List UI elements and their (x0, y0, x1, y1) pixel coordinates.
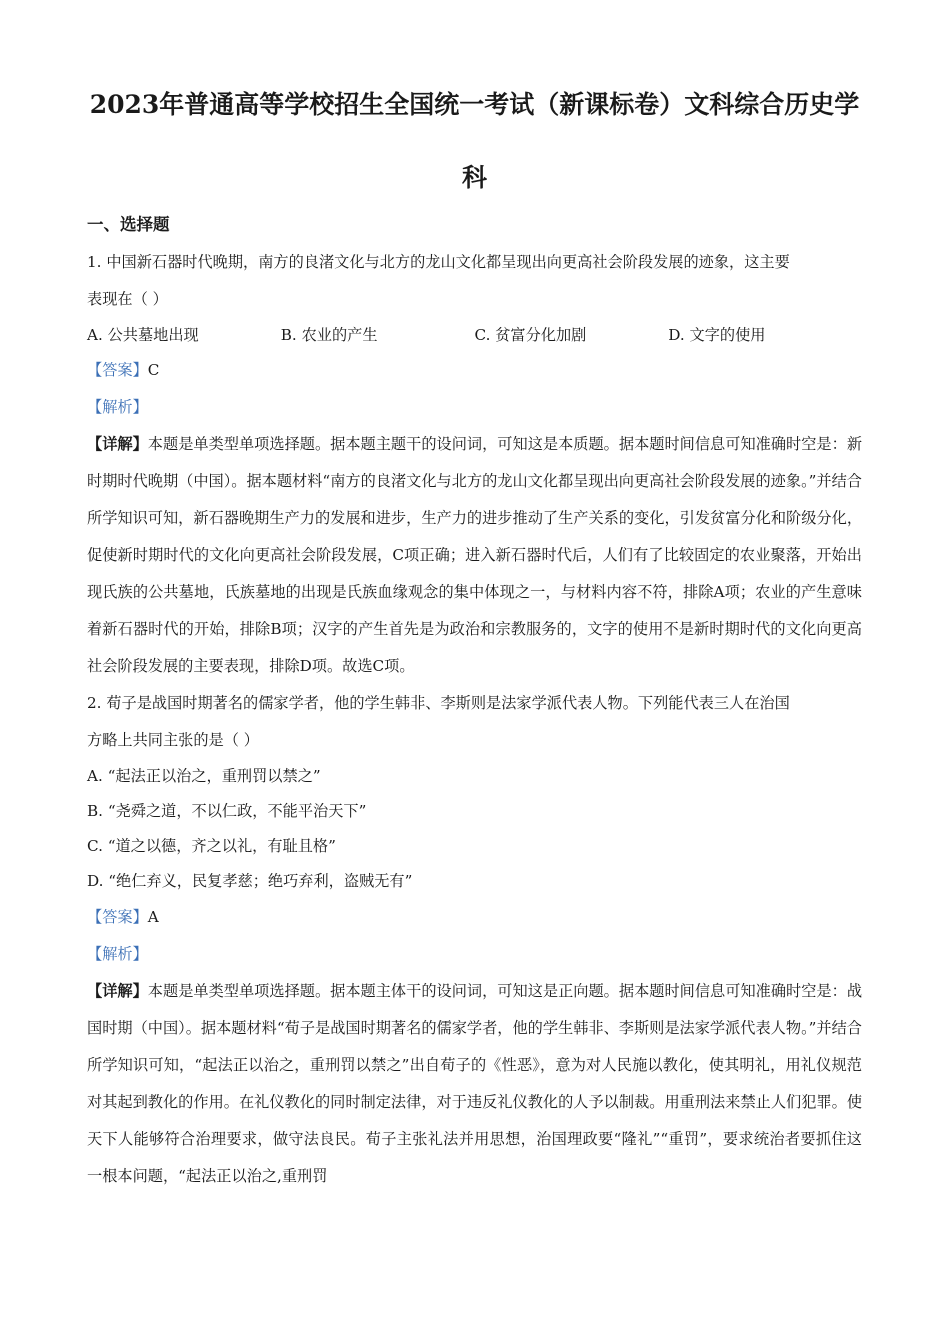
detail-label: 【详解】 (87, 435, 148, 453)
question-1-option-a: A. 公共墓地出现 (87, 326, 199, 344)
question-2-analysis (87, 936, 862, 973)
detail-text: 本题是单类型单项选择题。据本题主题干的设问词，可知这是本质题。据本题时间信息可知准确时空是：新时期时代晚期（中国）。据本题材料“南方的良渚文化与北方的龙山文化都呈现出向更高社会阶段发展的迹象。”并结合所学知识可知，新石器晚期生产力的发展和进步，生产力的进步推动了生产关系的变化，引发贫富分化和阶级分化，促使新时期时代的文化向更高社会阶段发展，C项正确；进入新石器时代后，人们有了比较固定的农业聚落，开始出现氏族的公共墓地，氏族墓地的出现是氏族血缘观念的集中体现之一，与材料内容不符，排除A项；农业的产生意味着新石器时代的开始，排除B项；汉字的产生首先是为政治和宗教服务的，文字的使用不是新时期时代的文化向更高社会阶段发展的主要表现，排除D项。故选C项。 (87, 435, 863, 675)
detail-text: 本题是单类型单项选择题。据本题主体干的设问词，可知这是正向题。据本题时间信息可知准确时空是：战国时期（中国）。据本题材料“荀子是战国时期著名的儒家学者，他的学生韩非、李斯则是法家学派代表人物。”并结合所学知识可知，“起法正以治之，重刑罚以禁之”出自荀子的《性恶》，意为对人民施以教化，使其明礼，用礼仪规范对其起到教化的作用。在礼仪教化的同时制定法律，对于违反礼仪教化的人予以制裁。用重刑法来禁止人们犯罪。使天下人能够符合治理要求，做守法良民。荀子主张礼法并用思想，治国理政要“隆礼”“重罚”，要求统治者要抓住这一根本问题，“起法正以治之,重刑罚 (87, 982, 863, 1185)
question-1-analysis (87, 389, 862, 426)
question-1-stem-line1: 1. 中国新石器时代晚期，南方的良渚文化与北方的龙山文化都呈现出向更高社会阶段发展的迹象，这主要 (87, 253, 790, 271)
question-2-option-c: C. “道之以德，齐之以礼，有耻且格” (87, 837, 336, 855)
question-2-detail (87, 973, 862, 1195)
answer-label: 【答案】 (87, 908, 148, 926)
question-2-option-a: A. “起法正以治之，重刑罚以禁之” (87, 767, 321, 785)
question-2-answer (87, 899, 862, 936)
question-2 (87, 685, 862, 1195)
question-1 (87, 244, 862, 685)
analysis-label: 【解析】 (87, 398, 148, 416)
question-2-option-b: B. “尧舜之道，不以仁政，不能平治天下” (87, 802, 367, 820)
analysis-label: 【解析】 (87, 945, 148, 963)
question-1-options (87, 318, 862, 352)
answer-label: 【答案】 (87, 361, 148, 379)
question-1-option-b: B. 农业的产生 (280, 326, 378, 344)
detail-label: 【详解】 (87, 982, 148, 1000)
question-2-stem-line2: 方略上共同主张的是（ ） (87, 731, 259, 749)
document-page (87, 84, 862, 1195)
question-2-stem-line1: 2. 荀子是战国时期著名的儒家学者，他的学生韩非、李斯则是法家学派代表人物。下列能代表三人在治国 (87, 694, 790, 712)
question-1-option-d: D. 文字的使用 (668, 326, 766, 344)
answer-value: A (147, 908, 159, 926)
question-1-answer (87, 352, 862, 389)
answer-value: C (147, 361, 160, 379)
section-heading: 一、选择题 (87, 215, 170, 234)
document-title-line2: 科 (461, 163, 487, 192)
question-2-option-d: D. “绝仁弃义，民复孝慈；绝巧弃利，盗贼无有” (87, 872, 413, 890)
document-title-line1: 2023年普通高等学校招生全国统一考试（新课标卷）文科综合历史学 (89, 90, 860, 119)
question-1-detail (87, 426, 862, 685)
question-1-stem-line2: 表现在（ ） (87, 290, 168, 308)
question-1-option-c: C. 贫富分化加剧 (474, 326, 587, 344)
